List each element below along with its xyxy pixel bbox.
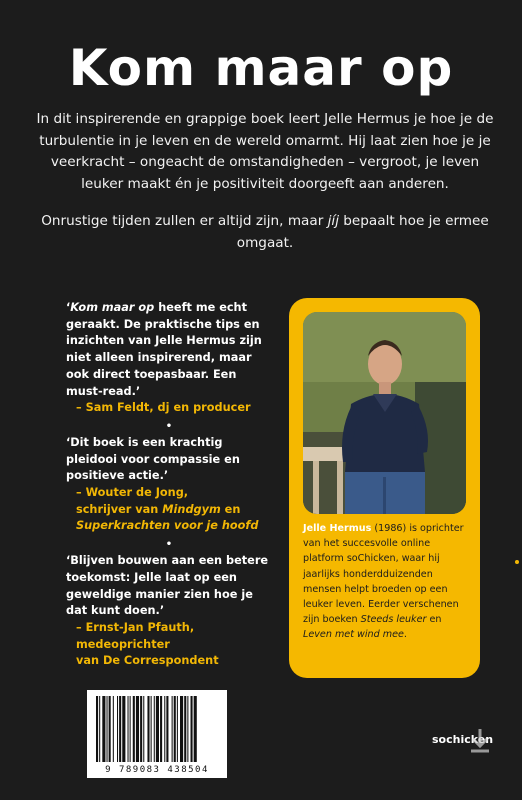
intro-paragraph-2: Onrustige tijden zullen er altijd zijn, maar jíj bepaalt hoe je ermee omgaat. [41, 213, 489, 251]
barcode [87, 690, 227, 778]
endorsement-quote-1: ‘Kom maar op heeft me echt geraakt. De praktische tips en inzichten van Jelle Hermus zijn niet alleen inspirerend, maar ook direct toepasbaar. Een must-read.’ [66, 301, 262, 398]
endorsement-attribution-2: – Wouter de Jong, schrijver van Mindgym en Superkrachten voor je hoofd [76, 486, 259, 533]
isbn-number: 9 789083 438504 [105, 765, 209, 775]
author-bio: Jelle Hermus (1986) is oprichter van het succesvolle online platform soChicken, waar hij jaarlijks honderdduizenden mensen helpt broeden op een leuker leven. Eerder verschenen zijn boeken Steeds leuker en Leven met wind mee. [303, 523, 464, 641]
intro-paragraph-1: In dit inspirerende en grappige boek leert Jelle Hermus je hoe je de turbulentie in je leven en de wereld omarmt. Hij laat zien hoe je je veerkracht – ongeacht de omstandigheden – vergroot, je leven leuker maakt én je positiviteit doorgeeft aan anderen. [36, 111, 494, 192]
book-title: Kom maar op [68, 39, 454, 97]
author-name: Jelle Hermus [303, 523, 372, 534]
decorative-dot [515, 560, 519, 564]
author-card [289, 298, 480, 678]
intro-text [30, 109, 500, 254]
endorsement-quote-2: ‘Dit boek is een krachtig pleidooi voor compassie en positieve actie.’ [66, 435, 240, 483]
barcode-bars [94, 696, 220, 762]
separator-bullet: • [165, 420, 173, 432]
endorsements [66, 300, 272, 670]
author-photo [303, 312, 466, 514]
endorsement-attribution-1: – Sam Feldt, dj en producer [76, 401, 251, 415]
endorsement-attribution-3: – Ernst-Jan Pfauth, medeoprichter van De Correspondent [76, 620, 219, 668]
publisher-logo: sochicken [432, 733, 494, 746]
endorsement-quote-3: ‘Blijven bouwen aan een betere toekomst: Jelle laat op een geweldige manier zien hoe je dat kunt doen.’ [66, 554, 269, 618]
author-photo-illustration [303, 312, 466, 514]
download-icon [467, 727, 493, 755]
separator-bullet: • [165, 539, 173, 551]
